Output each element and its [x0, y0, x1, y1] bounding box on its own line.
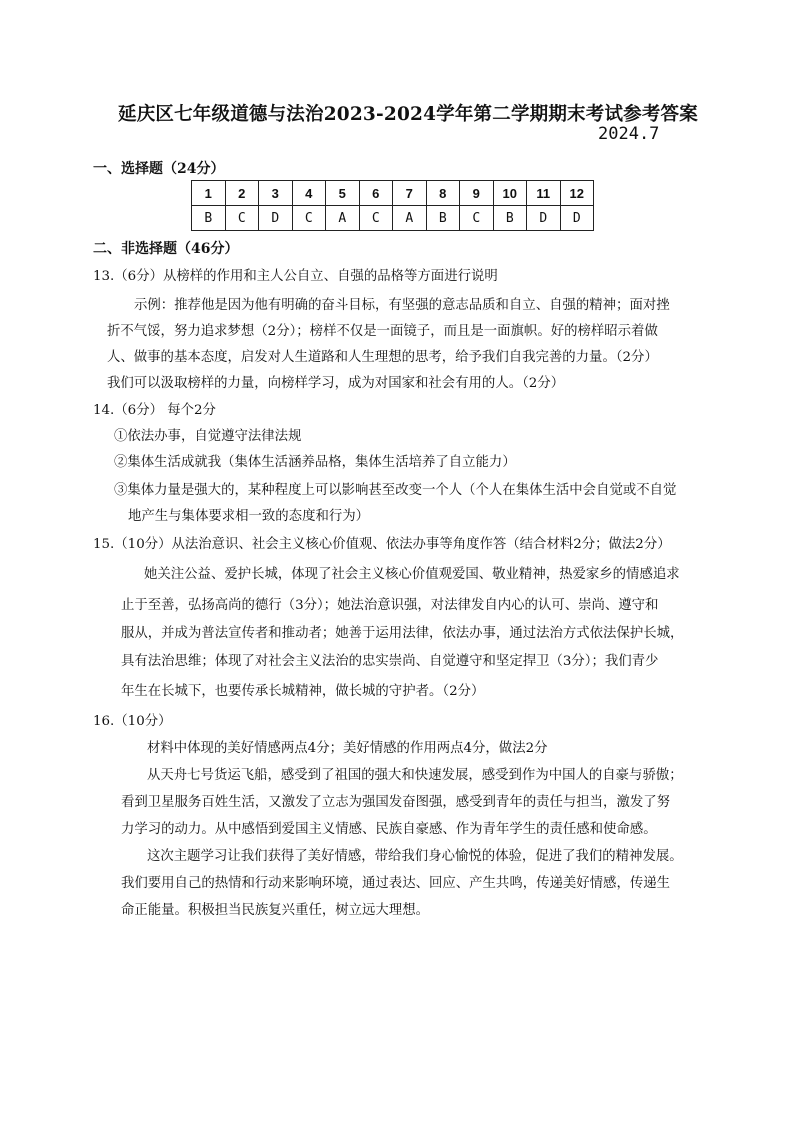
answer-cell: A: [326, 206, 360, 231]
answer-cell: A: [393, 206, 427, 231]
q16-answer-line: 材料中体现的美好情感两点4分；美好情感的作用两点4分，做法2分: [147, 741, 548, 756]
answer-table-answers-row: [192, 206, 594, 231]
q16-answer-line: 从天舟七号货运飞船，感受到了祖国的强大和快速发展，感受到作为中国人的自豪与骄傲；: [147, 768, 683, 783]
answer-table-numbers-row: [192, 181, 594, 206]
q16-answer-line: 命正能量。积极担当民族复兴重任，树立远大理想。: [121, 903, 429, 918]
q16-answer-line: 这次主题学习让我们获得了美好情感，带给我们身心愉悦的体验，促进了我们的精神发展。: [147, 849, 683, 864]
q15-answer-line: 年生在长城下，也要传承长城精神，做长城的守护者。（2分）: [121, 684, 485, 699]
question-number-cell: 1: [192, 181, 226, 206]
question-number-cell: 4: [292, 181, 326, 206]
question-number-cell: 5: [326, 181, 360, 206]
q15-answer-line: 止于至善，弘扬高尚的德行（3分）；她法治意识强，对法律发自内心的认可、崇尚、遵守和: [121, 598, 659, 613]
answer-cell: B: [426, 206, 460, 231]
document-title: 延庆区七年级道德与法治2023-2024学年第二学期期末考试参考答案: [118, 104, 698, 125]
q13-answer-line: 示例：推荐他是因为他有明确的奋斗目标，有坚强的意志品质和自立、自强的精神；面对挫: [134, 298, 670, 313]
section2-heading: 二、非选择题（46分）: [93, 241, 239, 257]
question-number-cell: 10: [493, 181, 527, 206]
question-number-cell: 9: [460, 181, 494, 206]
q15-heading: 15.（10分）从法治意识、社会主义核心价值观、依法办事等角度作答（结合材料2分；做法2分）: [93, 537, 671, 552]
q13-answer-line: 人、做事的基本态度，启发对人生道路和人生理想的思考，给予我们自我完善的力量。（2分）: [107, 350, 658, 365]
answer-cell: D: [527, 206, 561, 231]
q15-answer-line: 服从，并成为普法宣传者和推动者；她善于运用法律，依法办事，通过法治方式依法保护长城，: [121, 626, 684, 641]
q14-answer-line: ③集体力量是强大的，某种程度上可以影响甚至改变一个人（个人在集体生活中会自觉或不自觉: [114, 483, 677, 498]
q16-answer-line: 看到卫星服务百姓生活，又激发了立志为强国发奋图强，感受到青年的责任与担当，激发了努: [121, 795, 671, 810]
q15-answer-line: 具有法治思维；体现了对社会主义法治的忠实崇尚、自觉遵守和坚定捍卫（3分）；我们青少: [121, 654, 659, 669]
answer-cell: B: [493, 206, 527, 231]
answer-cell: C: [359, 206, 393, 231]
q14-answer-line: ②集体生活成就我（集体生活涵养品格，集体生活培养了自立能力）: [114, 455, 516, 470]
question-number-cell: 3: [259, 181, 293, 206]
answer-cell: C: [292, 206, 326, 231]
q13-answer-line: 折不气馁，努力追求梦想（2分）；榜样不仅是一面镜子，而且是一面旗帜。好的榜样昭示着做: [107, 324, 658, 339]
q14-answer-line: ①依法办事，自觉遵守法律法规: [114, 429, 302, 444]
answer-cell: B: [192, 206, 226, 231]
answer-table: [191, 180, 594, 231]
answer-cell: D: [259, 206, 293, 231]
question-number-cell: 6: [359, 181, 393, 206]
question-number-cell: 8: [426, 181, 460, 206]
question-number-cell: 11: [527, 181, 561, 206]
q14-heading: 14.（6分） 每个2分: [93, 403, 216, 418]
q14-answer-line: 地产生与集体要求相一致的态度和行为）: [128, 509, 370, 524]
question-number-cell: 7: [393, 181, 427, 206]
question-number-cell: 2: [225, 181, 259, 206]
q16-heading: 16.（10分）: [93, 714, 172, 729]
answer-cell: C: [460, 206, 494, 231]
q15-answer-line: 她关注公益、爱护长城，体现了社会主义核心价值观爱国、敬业精神，热爱家乡的情感追求: [144, 567, 680, 582]
section1-heading: 一、选择题（24分）: [93, 161, 225, 177]
answer-cell: D: [560, 206, 594, 231]
q16-answer-line: 我们要用自己的热情和行动来影响环境，通过表达、回应、产生共鸣，传递美好情感，传递生: [121, 876, 671, 891]
document-date: 2024.7: [598, 124, 660, 144]
q13-answer-line: 我们可以汲取榜样的力量，向榜样学习，成为对国家和社会有用的人。（2分）: [107, 376, 565, 391]
q13-heading: 13.（6分）从榜样的作用和主人公自立、自强的品格等方面进行说明: [93, 269, 498, 284]
answer-cell: C: [225, 206, 259, 231]
q16-answer-line: 力学习的动力。从中感悟到爱国主义情感、民族自豪感、作为青年学生的责任感和使命感。: [121, 822, 657, 837]
question-number-cell: 12: [560, 181, 594, 206]
